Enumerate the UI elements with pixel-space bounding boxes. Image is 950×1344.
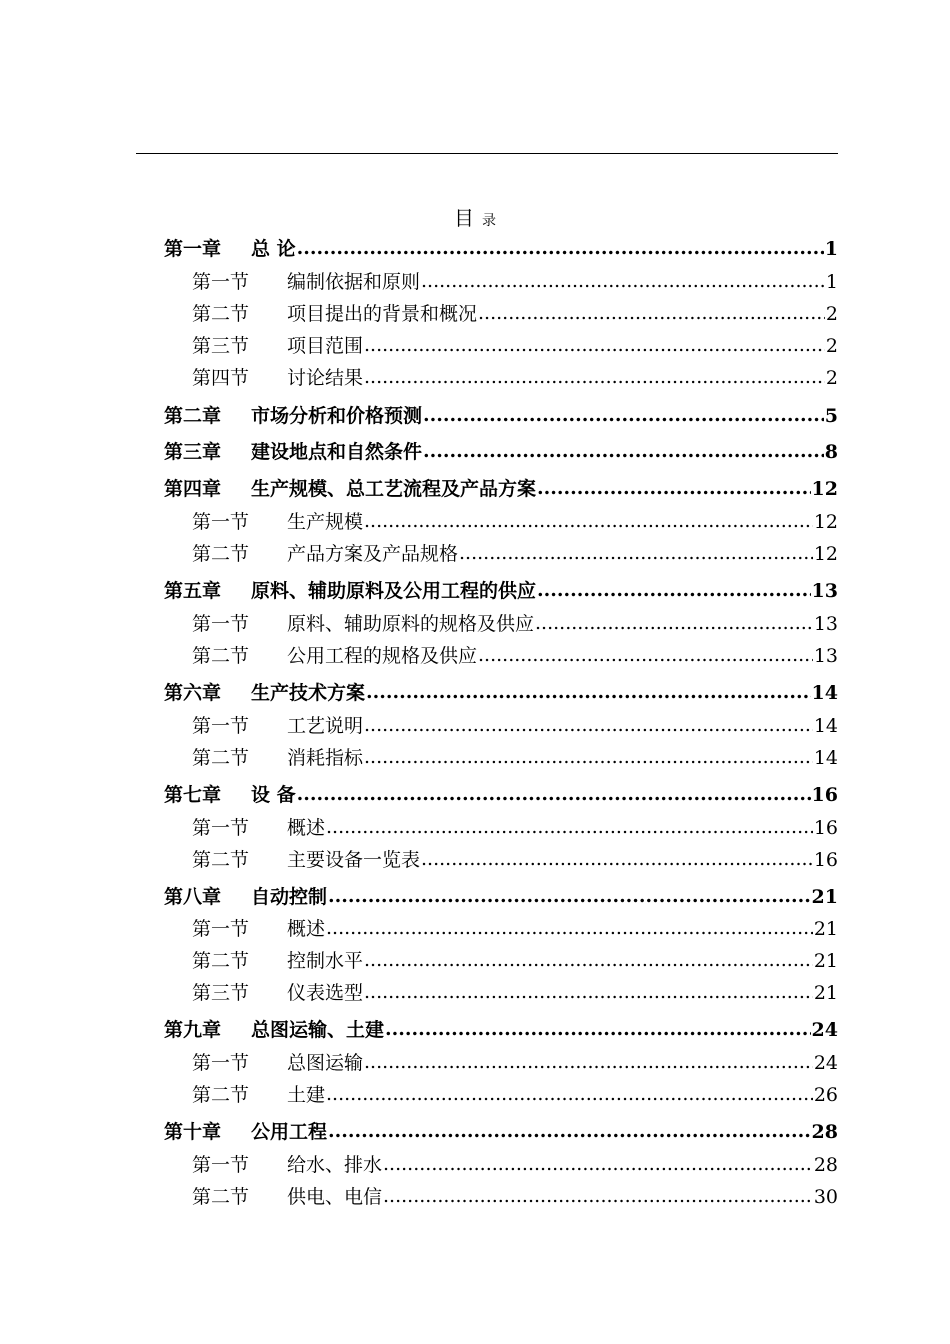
toc-entry-number: 第一节 (192, 613, 250, 635)
toc-dot-leader (328, 885, 811, 907)
toc-chapter-entry[interactable] (164, 780, 838, 806)
toc-dot-leader (364, 949, 813, 971)
toc-section-entry[interactable] (192, 813, 838, 839)
toc-entry-number: 第一节 (192, 1154, 250, 1176)
toc-entry-page-number: 14 (811, 682, 838, 704)
toc-entry-label: 公用工程的规格及供应 (287, 645, 478, 667)
toc-section-entry[interactable] (192, 299, 838, 325)
toc-section-entry[interactable] (192, 1080, 838, 1106)
toc-section-entry[interactable] (192, 711, 838, 737)
toc-entry-number: 第二节 (192, 950, 250, 972)
toc-section-entry[interactable] (192, 267, 838, 293)
toc-entry-label: 项目提出的背景和概况 (287, 303, 478, 325)
toc-chapter-entry[interactable] (164, 882, 838, 908)
toc-entry-page-number: 12 (811, 478, 838, 500)
toc-dot-leader (297, 783, 811, 805)
toc-entry-page-number: 1 (824, 238, 838, 260)
toc-entry-label: 公用工程 (251, 1121, 328, 1143)
toc-chapter-entry[interactable] (164, 437, 838, 463)
toc-section-entry[interactable] (192, 1048, 838, 1074)
toc-dot-leader (537, 579, 811, 601)
toc-entry-page-number: 21 (813, 918, 838, 940)
toc-entry-page-number: 13 (813, 613, 838, 635)
toc-dot-leader (535, 612, 813, 634)
toc-entry-number: 第三节 (192, 982, 250, 1004)
toc-entry-label: 仪表选型 (287, 982, 364, 1004)
toc-section-entry[interactable] (192, 946, 838, 972)
toc-entry-page-number: 5 (824, 405, 838, 427)
toc-entry-page-number: 28 (813, 1154, 838, 1176)
toc-section-entry[interactable] (192, 507, 838, 533)
toc-entry-number: 第二章 (164, 405, 222, 427)
toc-chapter-entry[interactable] (164, 401, 838, 427)
toc-chapter-entry[interactable] (164, 576, 838, 602)
toc-entry-number: 第一节 (192, 918, 250, 940)
toc-dot-leader (478, 644, 813, 666)
toc-entry-label: 编制依据和原则 (287, 271, 421, 293)
toc-entry-number: 第一节 (192, 715, 250, 737)
toc-entry-number: 第一节 (192, 1052, 250, 1074)
toc-entry-page-number: 21 (813, 982, 838, 1004)
toc-entry-label: 自动控制 (251, 886, 328, 908)
toc-entry-label: 生产技术方案 (251, 682, 366, 704)
toc-chapter-entry[interactable] (164, 1015, 838, 1041)
toc-entry-label: 主要设备一览表 (287, 849, 421, 871)
toc-chapter-entry[interactable] (164, 678, 838, 704)
toc-section-entry[interactable] (192, 845, 838, 871)
toc-dot-leader (326, 816, 813, 838)
toc-entry-page-number: 8 (824, 441, 838, 463)
toc-section-entry[interactable] (192, 1150, 838, 1176)
toc-title-main: 目 (454, 206, 474, 230)
toc-entry-page-number: 2 (825, 367, 838, 389)
toc-title-sub: 录 (482, 213, 496, 229)
toc-entry-page-number: 16 (813, 849, 838, 871)
toc-dot-leader (364, 334, 825, 356)
toc-entry-number: 第二节 (192, 645, 250, 667)
toc-entry-label: 土建 (287, 1084, 326, 1106)
toc-dot-leader (421, 270, 825, 292)
toc-entry-page-number: 12 (813, 511, 838, 533)
toc-dot-leader (364, 366, 825, 388)
toc-entry-label: 总图运输 (287, 1052, 364, 1074)
toc-entry-label: 消耗指标 (287, 747, 364, 769)
toc-entry-label: 生产规模 (287, 511, 364, 533)
toc-dot-leader (326, 917, 813, 939)
toc-section-entry[interactable] (192, 363, 838, 389)
toc-entry-page-number: 14 (813, 747, 838, 769)
toc-entry-label: 工艺说明 (287, 715, 364, 737)
toc-section-entry[interactable] (192, 609, 838, 635)
toc-entry-label: 控制水平 (287, 950, 364, 972)
toc-entry-label: 讨论结果 (287, 367, 364, 389)
toc-entry-number: 第二节 (192, 1186, 250, 1208)
header-rule (136, 153, 838, 154)
toc-entry-label: 概述 (287, 918, 326, 940)
toc-dot-leader (366, 681, 811, 703)
toc-entry-page-number: 26 (813, 1084, 838, 1106)
toc-dot-leader (537, 477, 811, 499)
toc-entry-label: 原料、辅助原料及公用工程的供应 (251, 580, 537, 602)
toc-entry-number: 第四节 (192, 367, 250, 389)
toc-dot-leader (459, 542, 813, 564)
toc-entry-page-number: 2 (825, 335, 838, 357)
toc-entry-page-number: 21 (813, 950, 838, 972)
toc-entry-label: 产品方案及产品规格 (287, 543, 459, 565)
toc-entry-page-number: 13 (811, 580, 838, 602)
toc-entry-page-number: 16 (811, 784, 838, 806)
toc-entry-label: 供电、电信 (287, 1186, 383, 1208)
toc-entry-number: 第二节 (192, 543, 250, 565)
toc-dot-leader (478, 302, 825, 324)
toc-dot-leader (297, 237, 824, 259)
toc-section-entry[interactable] (192, 539, 838, 565)
toc-entry-number: 第六章 (164, 682, 222, 704)
toc-section-entry[interactable] (192, 978, 838, 1004)
toc-section-entry[interactable] (192, 1182, 838, 1208)
toc-entry-number: 第二节 (192, 747, 250, 769)
toc-dot-leader (423, 404, 824, 426)
toc-entry-page-number: 13 (813, 645, 838, 667)
toc-section-entry[interactable] (192, 331, 838, 357)
toc-entry-number: 第二节 (192, 303, 250, 325)
toc-chapter-entry[interactable] (164, 474, 838, 500)
toc-section-entry[interactable] (192, 914, 838, 940)
toc-entry-label: 设 备 (251, 784, 296, 806)
toc-entry-page-number: 30 (813, 1186, 838, 1208)
toc-dot-leader (326, 1083, 813, 1105)
toc-entry-number: 第三节 (192, 335, 250, 357)
toc-entry-page-number: 1 (825, 271, 838, 293)
toc-entry-number: 第一节 (192, 511, 250, 533)
toc-dot-leader (383, 1153, 813, 1175)
toc-entry-number: 第八章 (164, 886, 222, 908)
toc-entry-label: 生产规模、总工艺流程及产品方案 (251, 478, 537, 500)
toc-entry-label: 建设地点和自然条件 (251, 441, 423, 463)
toc-entry-page-number: 21 (811, 886, 838, 908)
toc-entry-page-number: 16 (813, 817, 838, 839)
toc-entry-number: 第九章 (164, 1019, 222, 1041)
toc-dot-leader (364, 510, 813, 532)
toc-section-entry[interactable] (192, 743, 838, 769)
toc-entry-label: 概述 (287, 817, 326, 839)
toc-entry-number: 第十章 (164, 1121, 222, 1143)
toc-entry-number: 第七章 (164, 784, 222, 806)
toc-title (0, 204, 950, 235)
toc-entry-label: 原料、辅助原料的规格及供应 (287, 613, 535, 635)
toc-entry-page-number: 24 (811, 1019, 838, 1041)
toc-dot-leader (423, 440, 824, 462)
toc-entry-label: 给水、排水 (287, 1154, 383, 1176)
toc-entry-page-number: 2 (825, 303, 838, 325)
toc-entry-label: 总 论 (251, 238, 296, 260)
toc-dot-leader (364, 714, 813, 736)
toc-chapter-entry[interactable] (164, 234, 838, 260)
toc-entry-number: 第一节 (192, 271, 250, 293)
toc-entry-page-number: 28 (811, 1121, 838, 1143)
toc-entry-number: 第二节 (192, 1084, 250, 1106)
toc-entry-page-number: 12 (813, 543, 838, 565)
toc-section-entry[interactable] (192, 641, 838, 667)
toc-dot-leader (385, 1018, 811, 1040)
toc-entry-number: 第二节 (192, 849, 250, 871)
toc-entry-number: 第四章 (164, 478, 222, 500)
toc-dot-leader (421, 848, 813, 870)
toc-entry-label: 项目范围 (287, 335, 364, 357)
toc-dot-leader (364, 746, 813, 768)
toc-dot-leader (364, 1051, 813, 1073)
toc-dot-leader (328, 1120, 811, 1142)
toc-dot-leader (383, 1185, 813, 1207)
toc-entry-number: 第三章 (164, 441, 222, 463)
toc-entry-number: 第一章 (164, 238, 222, 260)
toc-entry-label: 总图运输、土建 (251, 1019, 385, 1041)
toc-dot-leader (364, 981, 813, 1003)
toc-entry-page-number: 24 (813, 1052, 838, 1074)
toc-entry-number: 第五章 (164, 580, 222, 602)
toc-entry-number: 第一节 (192, 817, 250, 839)
toc-entry-label: 市场分析和价格预测 (251, 405, 423, 427)
toc-entry-page-number: 14 (813, 715, 838, 737)
toc-chapter-entry[interactable] (164, 1117, 838, 1143)
